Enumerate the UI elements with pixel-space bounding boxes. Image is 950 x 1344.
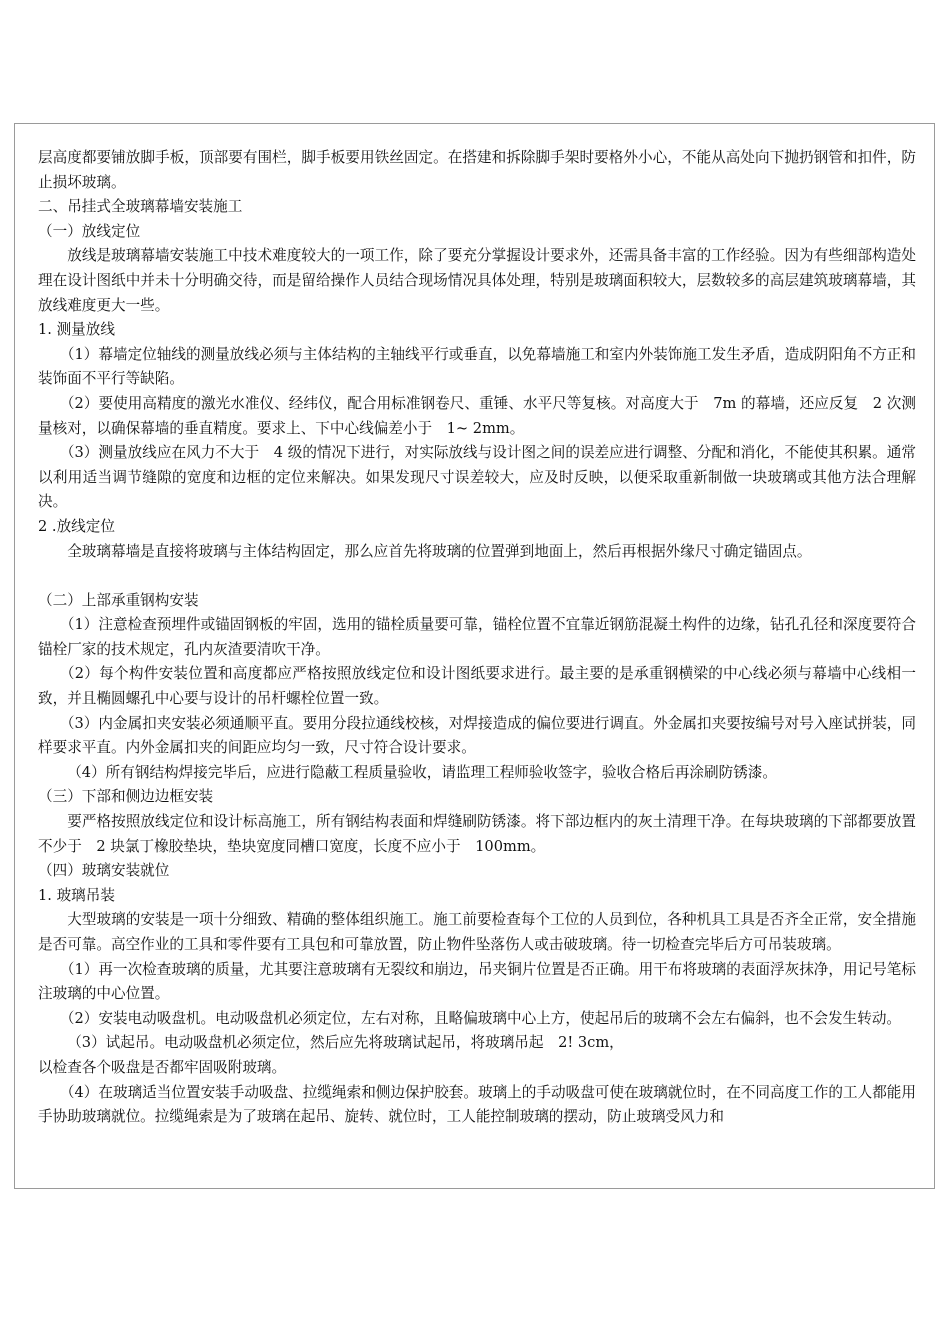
section-heading: 二、吊挂式全玻璃幕墙安装施工	[38, 198, 243, 216]
item-heading: 2 .放线定位	[38, 517, 115, 535]
paragraph: （4）在玻璃适当位置安装手动吸盘、拉缆绳索和侧边保护胶套。玻璃上的手动吸盘可使在玻璃就位时，在不同高度工作的工人都能用手协助玻璃就位。拉缆绳索是为了玻璃在起吊、旋转、就位时，工人能控制玻璃的摆动，防止玻璃受风力和	[38, 1083, 916, 1126]
paragraph: （3）试起吊。电动吸盘机必须定位，然后应先将玻璃试起吊，将玻璃吊起 2! 3cm，	[67, 1034, 624, 1052]
item-heading: 1. 玻璃吊装	[38, 886, 115, 904]
subsection-heading: （二）上部承重钢构安装	[38, 591, 199, 609]
paragraph: （3）内金属扣夹安装必须通顺平直。要用分段拉通线校核，对焊接造成的偏位要进行调直。外金属扣夹要按编号对号入座试拼装，同样要求平直。内外金属扣夹的间距应均匀一致，尺寸符合设计要求。	[38, 714, 916, 757]
subsection-heading: （一）放线定位	[38, 222, 141, 240]
document-body	[38, 146, 916, 1130]
paragraph: （2）每个构件安装位置和高度都应严格按照放线定位和设计图纸要求进行。最主要的是承重钢横梁的中心线必须与幕墙中心线相一致，并且椭圆螺孔中心要与设计的吊杆螺栓位置一致。	[38, 665, 916, 708]
paragraph: （4）所有钢结构焊接完毕后，应进行隐蔽工程质量验收，请监理工程师验收签字，验收合格后再涂刷防锈漆。	[67, 763, 777, 781]
item-heading: 1. 测量放线	[38, 321, 115, 339]
paragraph: 层高度都要铺放脚手板，顶部要有围栏，脚手板要用铁丝固定。在搭建和拆除脚手架时要格外小心，不能从高处向下抛扔钢管和扣件，防止损坏玻璃。	[38, 149, 916, 191]
subsection-heading: （三）下部和侧边边框安装	[38, 788, 214, 806]
paragraph: （2）要使用高精度的激光水准仪、经纬仪，配合用标准钢卷尺、重锤、水平尺等复核。对高度大于 7m 的幕墙，还应反复 2 次测量核对，以确保幕墙的垂直精度。要求上、下中心线偏差小于 1~ 2mm。	[38, 394, 916, 437]
paragraph: 全玻璃幕墙是直接将玻璃与主体结构固定，那么应首先将玻璃的位置弹到地面上，然后再根据外缘尺寸确定锚固点。	[67, 542, 812, 560]
paragraph: 要严格按照放线定位和设计标高施工，所有钢结构表面和焊缝刷防锈漆。将下部边框内的灰土清理干净。在每块玻璃的下部都要放置不少于 2 块氯丁橡胶垫块，垫块宽度同槽口宽度，长度不应小于 100mm。	[38, 813, 916, 855]
subsection-heading: （四）玻璃安装就位	[38, 862, 170, 880]
paragraph: 以检查各个吸盘是否都牢固吸附玻璃。	[38, 1058, 287, 1076]
paragraph: （1）幕墙定位轴线的测量放线必须与主体结构的主轴线平行或垂直，以免幕墙施工和室内外装饰施工发生矛盾，造成阴阳角不方正和装饰面不平行等缺陷。	[38, 345, 916, 388]
paragraph: （2）安装电动吸盘机。电动吸盘机必须定位，左右对称，且略偏玻璃中心上方，使起吊后的玻璃不会左右偏斜，也不会发生转动。	[59, 1009, 902, 1027]
paragraph: 大型玻璃的安装是一项十分细致、精确的整体组织施工。施工前要检查每个工位的人员到位，各种机具工具是否齐全正常，安全措施是否可靠。高空作业的工具和零件要有工具包和可靠放置，防止物件坠落伤人或击破玻璃。待一切检查完毕后方可吊装玻璃。	[38, 911, 916, 953]
paragraph: （1）再一次检查玻璃的质量，尤其要注意玻璃有无裂纹和崩边，吊夹铜片位置是否正确。用干布将玻璃的表面浮灰抹净，用记号笔标注玻璃的中心位置。	[38, 960, 916, 1003]
paragraph: （3）测量放线应在风力不大于 4 级的情况下进行，对实际放线与设计图之间的误差应进行调整、分配和消化，不能使其积累。通常以利用适当调节缝隙的宽度和边框的定位来解决。如果发现尺寸误差较大，应及时反映，以便采取重新制做一块玻璃或其他方法合理解决。	[38, 444, 916, 511]
blank-line	[38, 564, 916, 589]
paragraph: 放线是玻璃幕墙安装施工中技术难度较大的一项工作，除了要充分掌握设计要求外，还需具备丰富的工作经验。因为有些细部构造处理在设计图纸中并未十分明确交待，而是留给操作人员结合现场情况具体处理，特别是玻璃面积较大，层数较多的高层建筑玻璃幕墙，其放线难度更大一些。	[38, 247, 916, 314]
paragraph: （1）注意检查预埋件或锚固钢板的牢固，选用的锚栓质量要可靠，锚栓位置不宜靠近钢筋混凝土构件的边缘，钻孔孔径和深度要符合锚栓厂家的技术规定，孔内灰渣要清吹干净。	[38, 616, 916, 658]
